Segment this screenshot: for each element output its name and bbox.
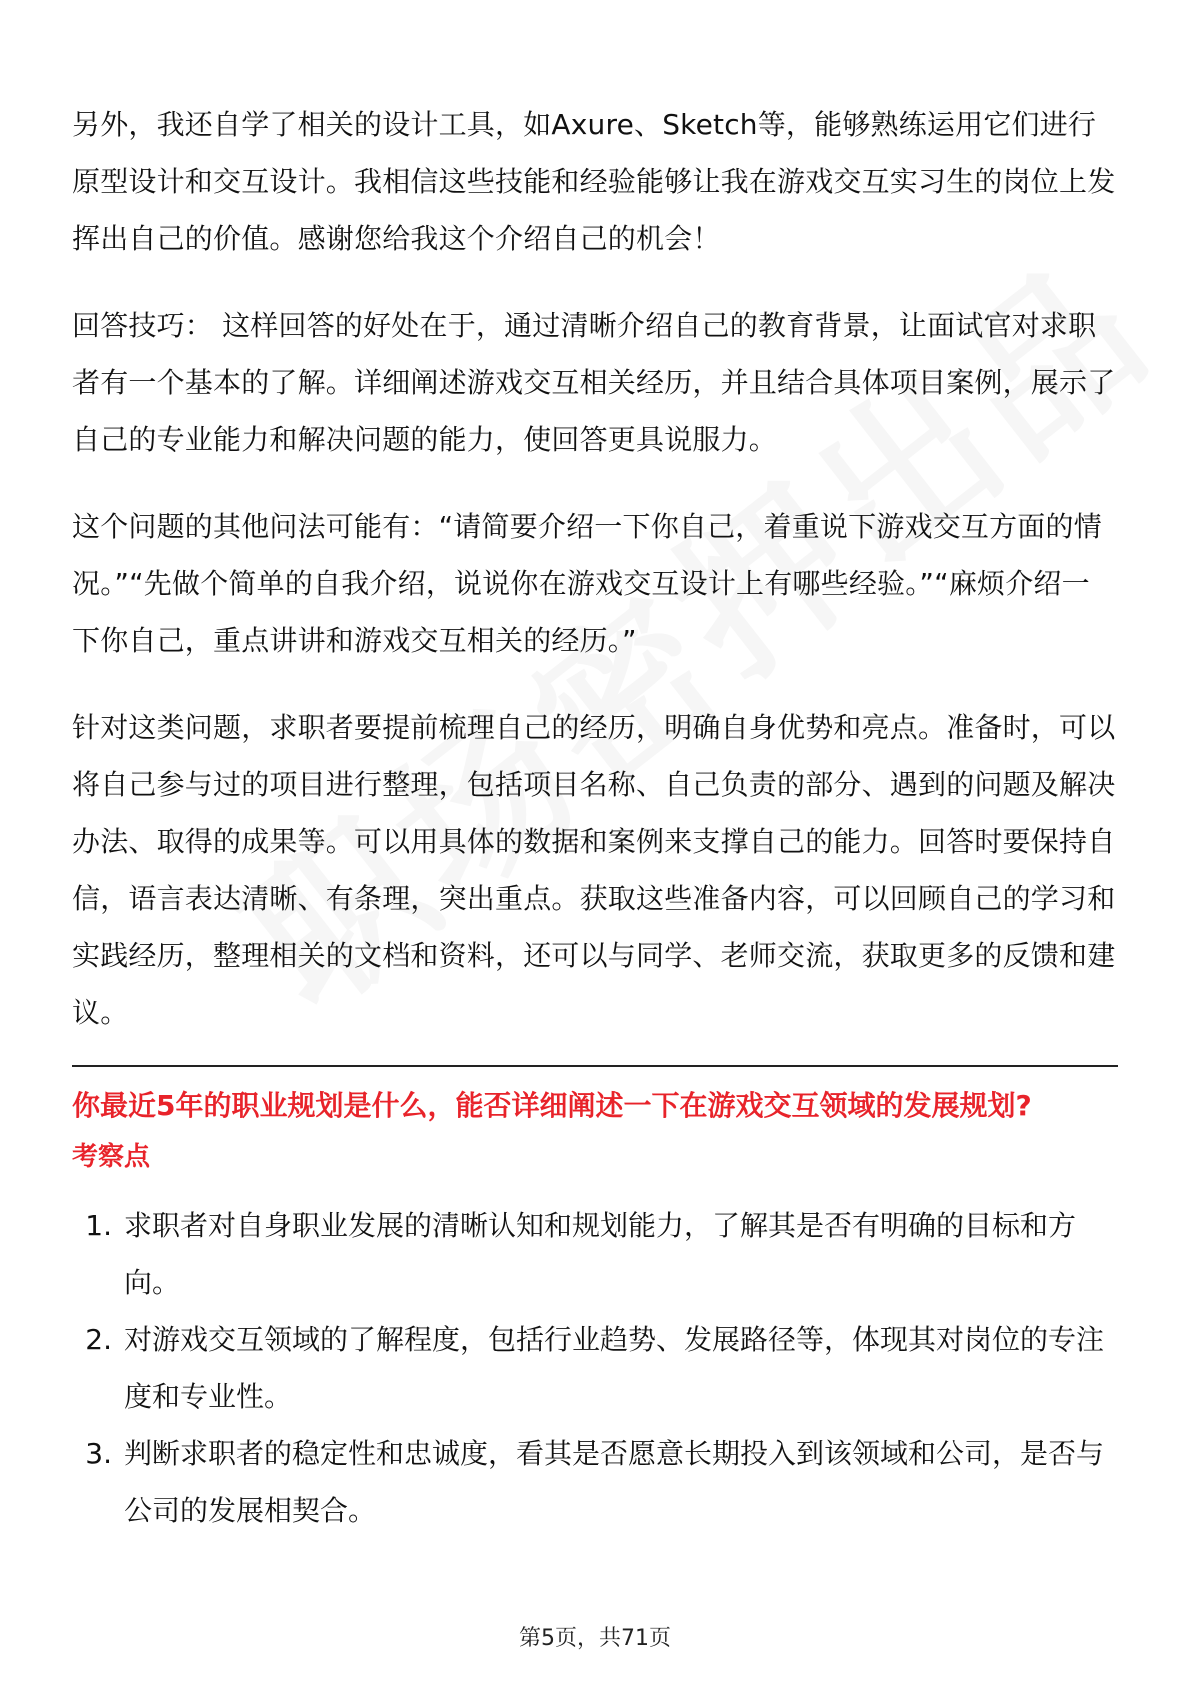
- list-item-text: 对游戏交互领域的了解程度，包括行业趋势、发展路径等，体现其对岗位的专注度和专业性。: [124, 1323, 1105, 1413]
- assessment-points-label: 考察点: [72, 1142, 151, 1172]
- list-item-number: 1.: [85, 1209, 112, 1242]
- paragraph-preparation-advice: 针对这类问题，求职者要提前梳理自己的经历，明确自身优势和亮点。准备时，可以将自己参与过的项目进行整理，包括项目名称、自己负责的部分、遇到的问题及解决办法、取得的成果等。可以用具体的数据和案例来支撑自己的能力。回答时要保持自信，语言表达清晰、有条理，突出重点。获取这些准备内容，可以回顾自己的学习和实践经历，整理相关的文档和资料，还可以与同学、老师交流，获取更多的反馈和建议。: [72, 711, 1116, 1029]
- page-number-footer: 第5页，共71页: [519, 1626, 671, 1651]
- list-item: [72, 1425, 1118, 1539]
- list-item-text: 判断求职者的稳定性和忠诚度，看其是否愿意长期投入到该领域和公司，是否与公司的发展相契合。: [124, 1437, 1105, 1527]
- paragraph-self-learning: 另外，我还自学了相关的设计工具，如Axure、Sketch等，能够熟练运用它们进行原型设计和交互设计。我相信这些技能和经验能够让我在游戏交互实习生的岗位上发挥出自己的价值。感谢您给我这个介绍自己的机会！: [72, 108, 1116, 255]
- assessment-points-list: [72, 1197, 1118, 1539]
- paragraph-alternative-questions: 这个问题的其他问法可能有：“请简要介绍一下你自己，着重说下游戏交互方面的情况。”“先做个简单的自我介绍，说说你在游戏交互设计上有哪些经验。”“麻烦介绍一下你自己，重点讲讲和游戏交互相关的经历。”: [72, 510, 1102, 657]
- list-item-number: 3.: [85, 1437, 112, 1470]
- question-heading: 你最近5年的职业规划是什么，能否详细阐述一下在游戏交互领域的发展规划?: [72, 1089, 1032, 1122]
- list-item: [72, 1311, 1118, 1425]
- list-item-text: 求职者对自身职业发展的清晰认知和规划能力，了解其是否有明确的目标和方向。: [124, 1209, 1077, 1299]
- page-content: [72, 96, 1118, 1539]
- list-item-number: 2.: [85, 1323, 112, 1356]
- section-divider: [72, 1065, 1118, 1067]
- list-item: [72, 1197, 1118, 1311]
- paragraph-answer-tips: 回答技巧： 这样回答的好处在于，通过清晰介绍自己的教育背景，让面试官对求职者有一个基本的了解。详细阐述游戏交互相关经历，并且结合具体项目案例，展示了自己的专业能力和解决问题的能力，使回答更具说服力。: [72, 309, 1116, 456]
